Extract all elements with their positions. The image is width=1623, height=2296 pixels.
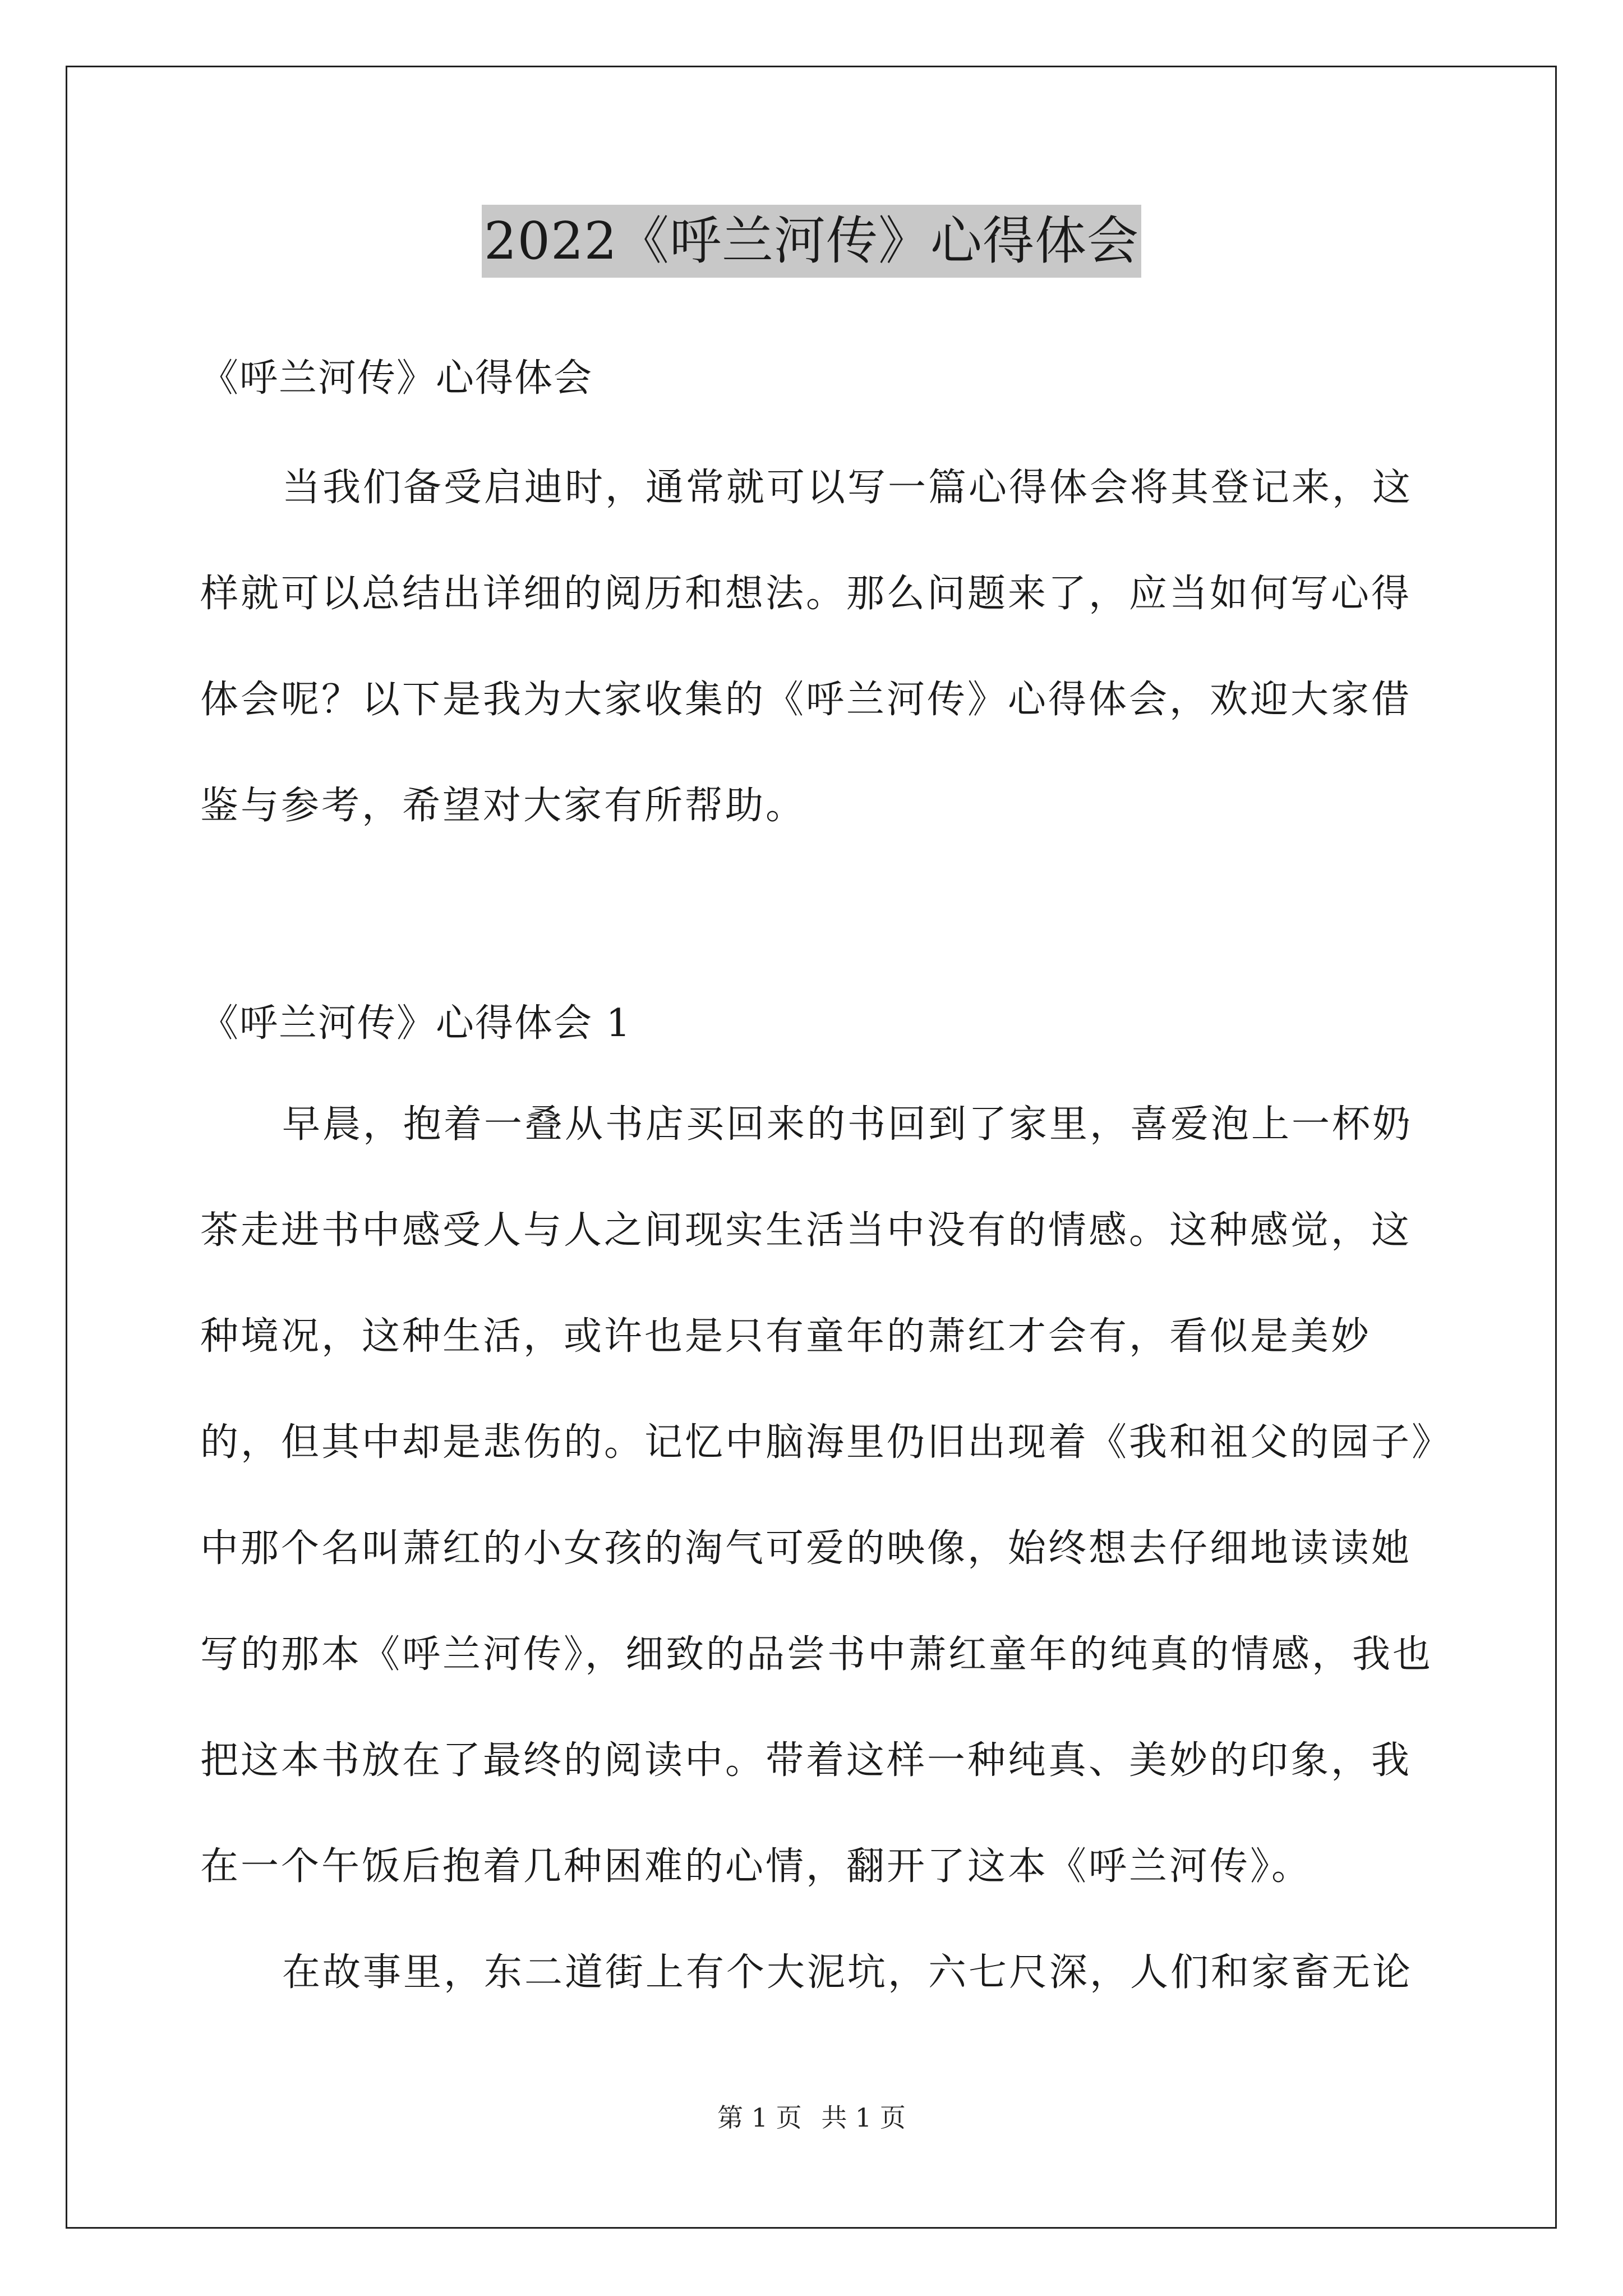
section-body [200,1071,1434,2026]
document-title: 2022《呼兰河传》心得体会 [482,205,1141,278]
intro-paragraph: 当我们备受启迪时，通常就可以写一篇心得体会将其登记来，这样就可以总结出详细的阅历和想法。那么问题来了，应当如何写心得体会呢？以下是我为大家收集的《呼兰河传》心得体会，欢迎大家借鉴与参考，希望对大家有所帮助。 [200,466,1413,828]
section-paragraph: 早晨，抱着一叠从书店买回来的书回到了家里，喜爱泡上一杯奶茶走进书中感受人与人之间现实生活当中没有的情感。这种感觉，这种境况，这种生活，或许也是只有童年的萧红才会有，看似是美妙的，但其中却是悲伤的。记忆中脑海里仍旧出现着《我和祖父的园子》中那个名叫萧红的小女孩的淘气可爱的映像，始终想去仔细地读读她写的那本《呼兰河传》，细致的品尝书中萧红童年的纯真的情感，我也把这本书放在了最终的阅读中。带着这样一种纯真、美妙的印象，我在一个午饭后抱着几种困难的心情，翻开了这本《呼兰河传》。 [200,1102,1433,1889]
section-heading: 《呼兰河传》心得体会 1 [200,1001,631,1046]
section-paragraph: 在故事里，东二道街上有个大泥坑，六七尺深，人们和家畜无论 [282,1950,1413,1995]
document-subtitle: 《呼兰河传》心得体会 [200,356,593,401]
page-number-total: 共 1 页 [821,2102,906,2133]
page-footer [0,2101,1623,2134]
page-number-current: 第 1 页 [717,2102,802,2133]
title-container [0,205,1623,278]
